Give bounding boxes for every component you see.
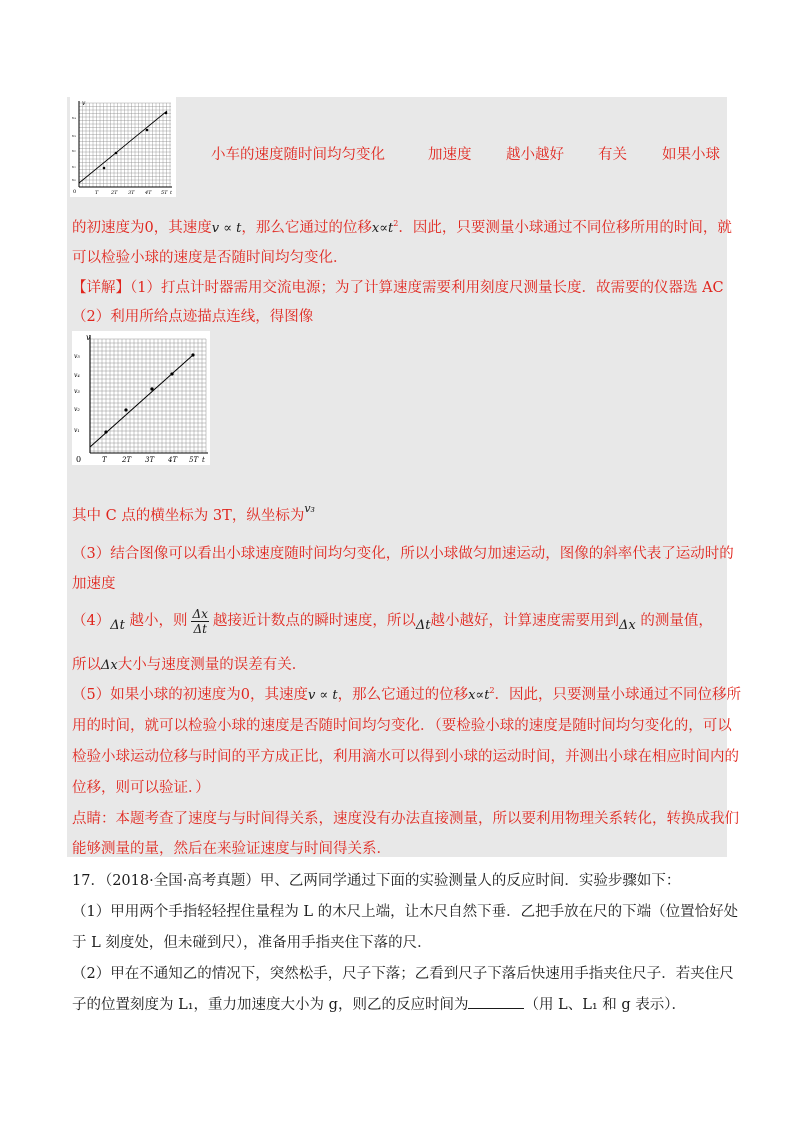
answer-1: 小车的速度随时间均匀变化 bbox=[211, 147, 385, 163]
text-line: 可以检验小球的速度是否随时间均匀变化． bbox=[72, 250, 348, 266]
large-graph-ytick: v₁ bbox=[74, 427, 80, 434]
text-line: （4）Δt 越小，则 $\frac{\Delta x}{\Delta t}$ 越接近计数点的瞬时速度，所以Δt越小越好，计算速度需要用到Δx 的测量值， bbox=[72, 606, 713, 636]
small-graph-xtick: 4T bbox=[145, 190, 152, 196]
answer-3: 越小越好 bbox=[506, 147, 564, 163]
text-line: 的初速度为0，其速度v ∝ t，那么它通过的位移$x\propto t^2$．因此，只要测量小球通过不同位移所用的时间，就 bbox=[72, 219, 732, 236]
small-graph-xtick: t bbox=[170, 190, 173, 196]
large-graph-xtick: T bbox=[102, 456, 107, 464]
large-graph-ytick: v₂ bbox=[74, 406, 80, 413]
large-graph-ytick: v₄ bbox=[74, 372, 80, 379]
comment-line: 能够测量的量，然后在来验证速度与时间得关系． bbox=[72, 841, 391, 857]
large-graph-ytick: v₅ bbox=[74, 353, 80, 360]
text-line: （3）结合图像可以看出小球速度随时间均匀变化，所以小球做匀加速运动，图像的斜率代表了运动时的 bbox=[72, 546, 734, 562]
small-vt-graph bbox=[70, 97, 176, 197]
text-line: 所以Δx大小与速度测量的误差有关． bbox=[72, 657, 307, 673]
small-graph-xtick: 3T bbox=[128, 190, 135, 196]
small-graph-ylabel: v bbox=[82, 100, 86, 107]
small-graph-ytick: v₃ bbox=[72, 133, 76, 138]
small-graph-ytick: v₁ bbox=[72, 164, 76, 169]
small-graph-origin: 0 bbox=[73, 189, 77, 195]
large-graph-ytick: v₃ bbox=[74, 388, 80, 395]
detail-heading: 【详解】（1）打点计时器需用交流电源；为了计算速度需要利用刻度尺测量长度．故需要的仪器选 AC bbox=[72, 280, 724, 296]
answer-background bbox=[67, 97, 727, 857]
text-line: 位移，则可以验证．） bbox=[72, 780, 210, 796]
answer-5: 如果小球 bbox=[662, 147, 720, 163]
text-line: 加速度 bbox=[72, 576, 116, 592]
small-graph-ytick: v₂ bbox=[72, 148, 76, 153]
answer-2: 加速度 bbox=[428, 147, 472, 163]
large-graph-origin: 0 bbox=[76, 455, 82, 464]
answer-4: 有关 bbox=[598, 147, 627, 163]
question-line: （1）甲用两个手指轻轻捏住量程为 L 的木尺上端，让木尺自然下垂．乙把手放在尺的下端（位置恰好处 bbox=[72, 904, 739, 920]
text-line: （5）如果小球的初速度为0，其速度v ∝ t，那么它通过的位移$x\propto t^2$．因此，只要测量小球通过不同位移所 bbox=[72, 686, 742, 703]
large-vt-graph bbox=[72, 331, 210, 465]
large-graph-xtick: t bbox=[202, 456, 205, 464]
large-graph-xtick: 4T bbox=[168, 456, 178, 464]
small-graph-xtick: 2T bbox=[111, 190, 118, 196]
large-graph-xtick: 5T bbox=[189, 456, 199, 464]
small-graph-ytick: v₄ bbox=[72, 115, 76, 120]
comment-line: 点睛：本题考查了速度与与时间得关系，速度没有办法直接测量，所以要利用物理关系转化，转换成我们 bbox=[72, 811, 739, 827]
large-graph-ylabel: v bbox=[86, 333, 91, 342]
question-line: 子的位置刻度为 L₁，重力加速度大小为 g，则乙的反应时间为 （用 L、L₁ 和 g 表示）． bbox=[72, 997, 686, 1013]
question-17-stem: 17．（2018·全国·高考真题）甲、乙两同学通过下面的实验测量人的反应时间．实验步骤如下： bbox=[72, 873, 681, 889]
text-line: （2）利用所给点迹描点连线，得图像 bbox=[72, 309, 314, 325]
small-graph-xtick: 5T bbox=[161, 190, 168, 196]
large-graph-xtick: 2T bbox=[122, 456, 132, 464]
text-line: 用的时间，就可以检验小球的速度是否随时间均匀变化．（要检验小球的速度是随时间均匀变化的，可以 bbox=[72, 718, 732, 734]
answer-blank[interactable] bbox=[468, 996, 524, 1009]
small-graph-ytick: v₀ bbox=[72, 177, 76, 182]
large-graph-xtick: 3T bbox=[145, 456, 155, 464]
small-graph-xtick: T bbox=[95, 190, 99, 196]
text-line: 其中 C 点的横坐标为 3T，纵坐标为$^{v_3}$ bbox=[72, 502, 315, 524]
question-line: （2）甲在不通知乙的情况下，突然松手，尺子下落；乙看到尺子下落后快速用手指夹住尺子．若夹住尺 bbox=[72, 966, 734, 982]
question-line: 于 L 刻度处，但未碰到尺），准备用手指夹住下落的尺． bbox=[72, 935, 432, 951]
text-line: 检验小球运动位移与时间的平方成正比，利用滴水可以得到小球的运动时间，并测出小球在相应时间内的 bbox=[72, 749, 739, 765]
